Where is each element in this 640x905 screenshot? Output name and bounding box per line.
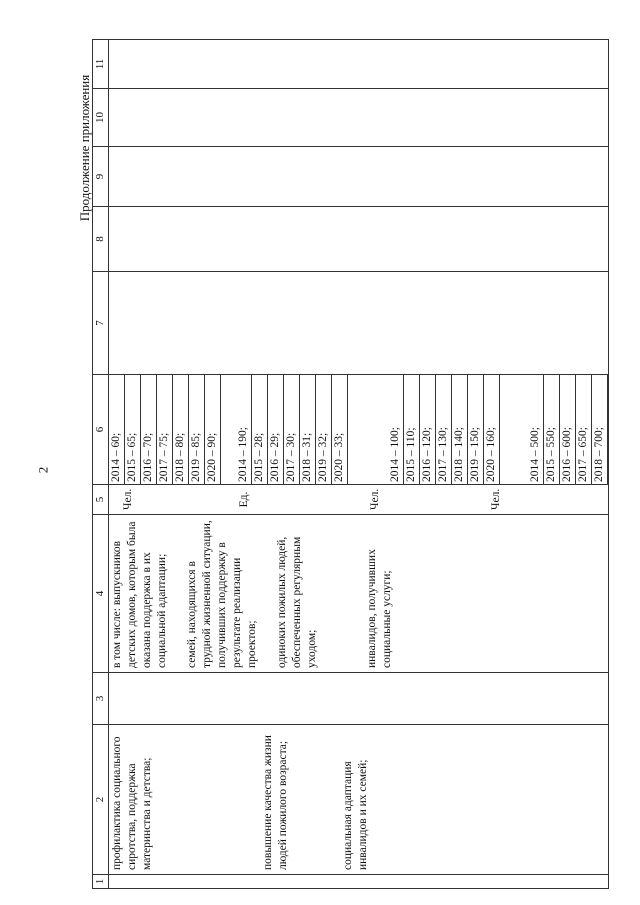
header-cell: 10 — [93, 89, 109, 147]
value-item: 2017 – 30; — [284, 375, 300, 484]
indicator-text: семей, находящихся в трудной жизненной ситуации, получивших поддержку в результате реализации проектов; — [186, 520, 258, 668]
cell-values — [109, 375, 609, 485]
value-item: 2014 – 60; — [109, 375, 125, 484]
value-item: 2015 – 110; — [404, 375, 420, 484]
cell-col11 — [109, 40, 609, 89]
cell-indicator — [109, 515, 609, 673]
unit-text: Чел. — [122, 488, 134, 510]
cell-col8 — [109, 207, 609, 272]
header-cell: 5 — [93, 485, 109, 515]
indicator-text: одиноких пожилых людей, обеспеченных регулярным уходом; — [276, 536, 318, 668]
goal-text: социальная адаптация инвалидов и их семей; — [342, 759, 369, 870]
cell-col9 — [109, 147, 609, 207]
cell-goal — [109, 725, 609, 875]
header-row — [93, 40, 109, 889]
unit-text: Чел. — [490, 488, 502, 510]
value-item: 2014 – 100; — [388, 375, 404, 484]
header-cell: 7 — [93, 272, 109, 375]
value-item: 2018 – 31; — [300, 375, 316, 484]
cell-col7 — [109, 272, 609, 375]
value-item: 2016 – 29; — [268, 375, 284, 484]
indicator-text: инвалидов, получивших социальные услуги; — [366, 549, 393, 668]
value-item: 2018 – 140; — [452, 375, 468, 484]
value-item: 2015 – 28; — [252, 375, 268, 484]
value-item: 2017 – 75; — [157, 375, 173, 484]
header-cell: 6 — [93, 375, 109, 485]
page-number: 2 — [35, 466, 51, 474]
value-item: 2015 – 550; — [544, 375, 560, 484]
value-item: 2017 – 650; — [576, 375, 592, 484]
value-item: 2018 – 700; — [592, 375, 608, 484]
value-item: 2014 – 500; — [528, 375, 544, 484]
indicator-text: в том числе: выпускников детских домов, которым была оказана поддержка в их социальной адаптации; — [111, 521, 168, 668]
program-indicators-table — [92, 39, 609, 889]
unit-text: Чел. — [369, 488, 381, 510]
header-cell: 8 — [93, 207, 109, 272]
goal-text: профилактика социального сиротства, поддержка материнства и детства; — [111, 736, 153, 870]
values-group — [388, 375, 500, 484]
unit-text: Ед. — [238, 491, 250, 508]
value-item: 2016 – 120; — [420, 375, 436, 484]
continuation-label: Продолжение приложения — [77, 74, 92, 222]
value-item: 2014 – 190; — [236, 375, 252, 484]
value-item: 2019 – 150; — [468, 375, 484, 484]
table-row — [109, 40, 609, 889]
header-cell: 1 — [93, 875, 109, 889]
value-item: 2018 – 80; — [173, 375, 189, 484]
value-item: 2016 – 70; — [141, 375, 157, 484]
header-cell: 11 — [93, 40, 109, 89]
header-cell: 2 — [93, 725, 109, 875]
value-item: 2020 – 90; — [205, 375, 221, 484]
values-group — [109, 375, 221, 484]
value-item: 2016 – 600; — [560, 375, 576, 484]
value-item: 2015 – 65; — [125, 375, 141, 484]
goal-text: повышение качества жизни людей пожилого возраста; — [262, 735, 289, 870]
cell-col10 — [109, 89, 609, 147]
cell-col3 — [109, 673, 609, 725]
header-cell: 4 — [93, 515, 109, 673]
header-cell: 3 — [93, 673, 109, 725]
header-cell: 9 — [93, 147, 109, 207]
value-item: 2020 – 33; — [332, 375, 348, 484]
rotated-table-wrapper — [92, 40, 606, 889]
values-group — [236, 375, 348, 484]
cell-col1 — [109, 875, 609, 889]
values-group — [528, 375, 608, 484]
value-item: 2019 – 85; — [189, 375, 205, 484]
value-item: 2020 – 160; — [484, 375, 500, 484]
value-item: 2019 – 32; — [316, 375, 332, 484]
cell-unit — [109, 485, 609, 515]
value-item: 2017 – 130; — [436, 375, 452, 484]
